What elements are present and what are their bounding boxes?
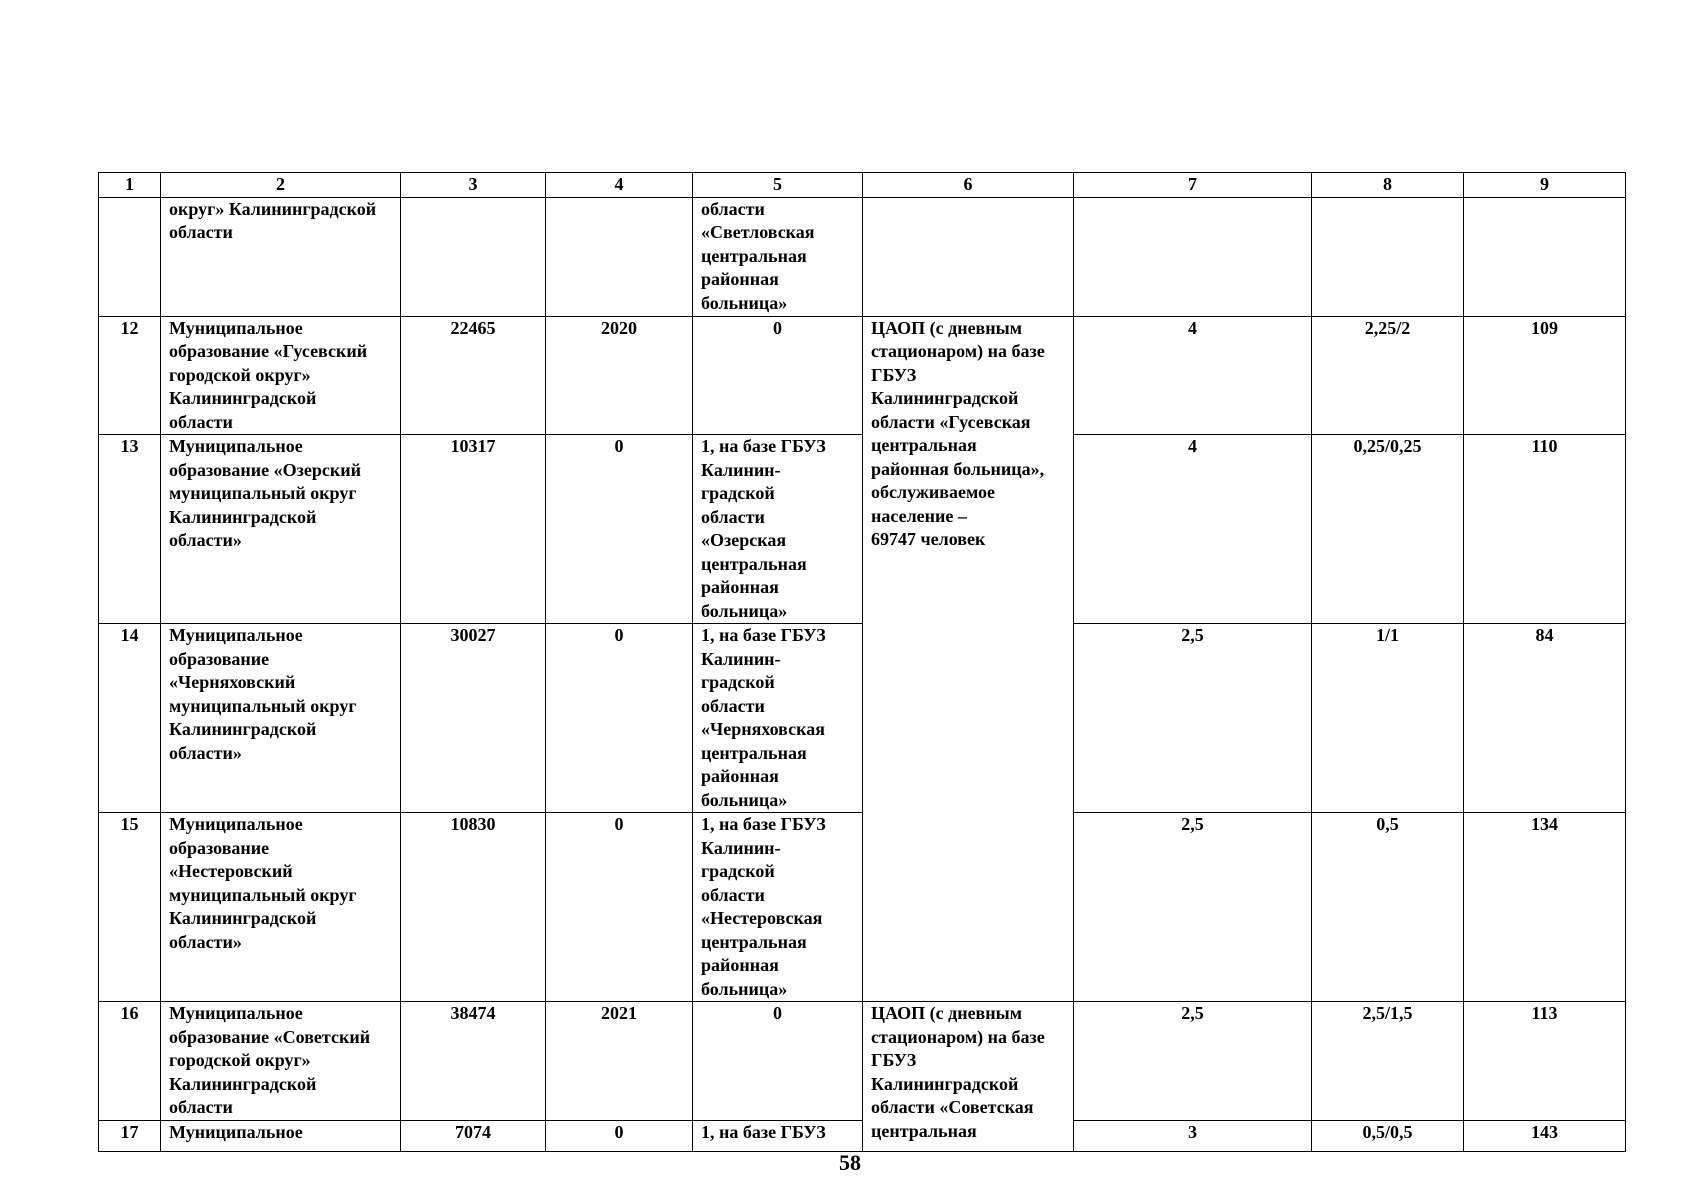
- facility-cell: 1, на базе ГБУЗ Калинин- градской области «Черняховская центральная районная больница»: [693, 624, 863, 813]
- year-cell: 0: [546, 624, 693, 813]
- col9-cell: 113: [1464, 1002, 1626, 1121]
- col9-cell: 134: [1464, 813, 1626, 1002]
- col9-cell: 109: [1464, 316, 1626, 435]
- col7-cell: 2,5: [1074, 624, 1312, 813]
- col8-cell: 0,5: [1312, 813, 1464, 1002]
- data-table: [98, 172, 1626, 1152]
- number-cell: 17: [99, 1120, 161, 1151]
- number-cell: 14: [99, 624, 161, 813]
- header-row: [99, 173, 1626, 198]
- header-cell: 6: [863, 173, 1074, 198]
- col9-cell: 143: [1464, 1120, 1626, 1151]
- header-cell: 7: [1074, 173, 1312, 198]
- municipality-cell: Муниципальное образование «Черняховский муниципальный округ Калининградской области»: [161, 624, 401, 813]
- table-row: [99, 1002, 1626, 1121]
- col9-cell: 110: [1464, 435, 1626, 624]
- facility-cell: 1, на базе ГБУЗ: [693, 1120, 863, 1151]
- facility-cell: 0: [693, 316, 863, 435]
- year-cell: 2021: [546, 1002, 693, 1121]
- municipality-cell: Муниципальное образование «Озерский муниципальный округ Калининградской области»: [161, 435, 401, 624]
- municipality-cell: Муниципальное образование «Советский городской округ» Калининградской области: [161, 1002, 401, 1121]
- col7-cell: 4: [1074, 435, 1312, 624]
- col8-cell: 0,25/0,25: [1312, 435, 1464, 624]
- center-cell: ЦАОП (с дневным стационаром) на базе ГБУЗ Калининградской области «Советская центральная: [863, 1002, 1074, 1152]
- table-row: [99, 813, 1626, 1002]
- col8-cell: 0,5/0,5: [1312, 1120, 1464, 1151]
- municipality-cell: Муниципальное образование «Нестеровский муниципальный округ Калининградской области»: [161, 813, 401, 1002]
- number-cell: 12: [99, 316, 161, 435]
- col7-cell: 3: [1074, 1120, 1312, 1151]
- population-cell: 7074: [401, 1120, 546, 1151]
- facility-cell: 1, на базе ГБУЗ Калинин- градской области «Озерская центральная районная больница»: [693, 435, 863, 624]
- table-row: [99, 624, 1626, 813]
- col9-cell: 84: [1464, 624, 1626, 813]
- year-cell: 0: [546, 435, 693, 624]
- col8-cell: 1/1: [1312, 624, 1464, 813]
- col7-cell: [1074, 197, 1312, 316]
- col7-cell: 4: [1074, 316, 1312, 435]
- municipality-cell: округ» Калининградской области: [161, 197, 401, 316]
- population-cell: 30027: [401, 624, 546, 813]
- year-cell: [546, 197, 693, 316]
- header-cell: 8: [1312, 173, 1464, 198]
- number-cell: 16: [99, 1002, 161, 1121]
- header-cell: 1: [99, 173, 161, 198]
- population-cell: 22465: [401, 316, 546, 435]
- header-cell: 3: [401, 173, 546, 198]
- number-cell: [99, 197, 161, 316]
- table-row: [99, 435, 1626, 624]
- number-cell: 13: [99, 435, 161, 624]
- col7-cell: 2,5: [1074, 813, 1312, 1002]
- col8-cell: 2,5/1,5: [1312, 1002, 1464, 1121]
- municipality-cell: Муниципальное: [161, 1120, 401, 1151]
- year-cell: 0: [546, 813, 693, 1002]
- number-cell: 15: [99, 813, 161, 1002]
- population-cell: 10830: [401, 813, 546, 1002]
- header-cell: 5: [693, 173, 863, 198]
- col8-cell: 2,25/2: [1312, 316, 1464, 435]
- col9-cell: [1464, 197, 1626, 316]
- col8-cell: [1312, 197, 1464, 316]
- col7-cell: 2,5: [1074, 1002, 1312, 1121]
- facility-cell: области «Светловская центральная районная больница»: [693, 197, 863, 316]
- table-row: [99, 1120, 1626, 1151]
- municipality-cell: Муниципальное образование «Гусевский городской округ» Калининградской области: [161, 316, 401, 435]
- page-number: 58: [839, 1150, 861, 1175]
- header-cell: 9: [1464, 173, 1626, 198]
- population-cell: [401, 197, 546, 316]
- facility-cell: 1, на базе ГБУЗ Калинин- градской области «Нестеровская центральная районная больница»: [693, 813, 863, 1002]
- table-row-continuation: [99, 197, 1626, 316]
- population-cell: 10317: [401, 435, 546, 624]
- population-cell: 38474: [401, 1002, 546, 1121]
- header-cell: 4: [546, 173, 693, 198]
- center-cell: ЦАОП (с дневным стационаром) на базе ГБУЗ Калининградской области «Гусевская центральная районная больница», обслуживаемое население – 69747 человек: [863, 316, 1074, 1002]
- table-row: [99, 316, 1626, 435]
- year-cell: 2020: [546, 316, 693, 435]
- year-cell: 0: [546, 1120, 693, 1151]
- center-cell: [863, 197, 1074, 316]
- facility-cell: 0: [693, 1002, 863, 1121]
- header-cell: 2: [161, 173, 401, 198]
